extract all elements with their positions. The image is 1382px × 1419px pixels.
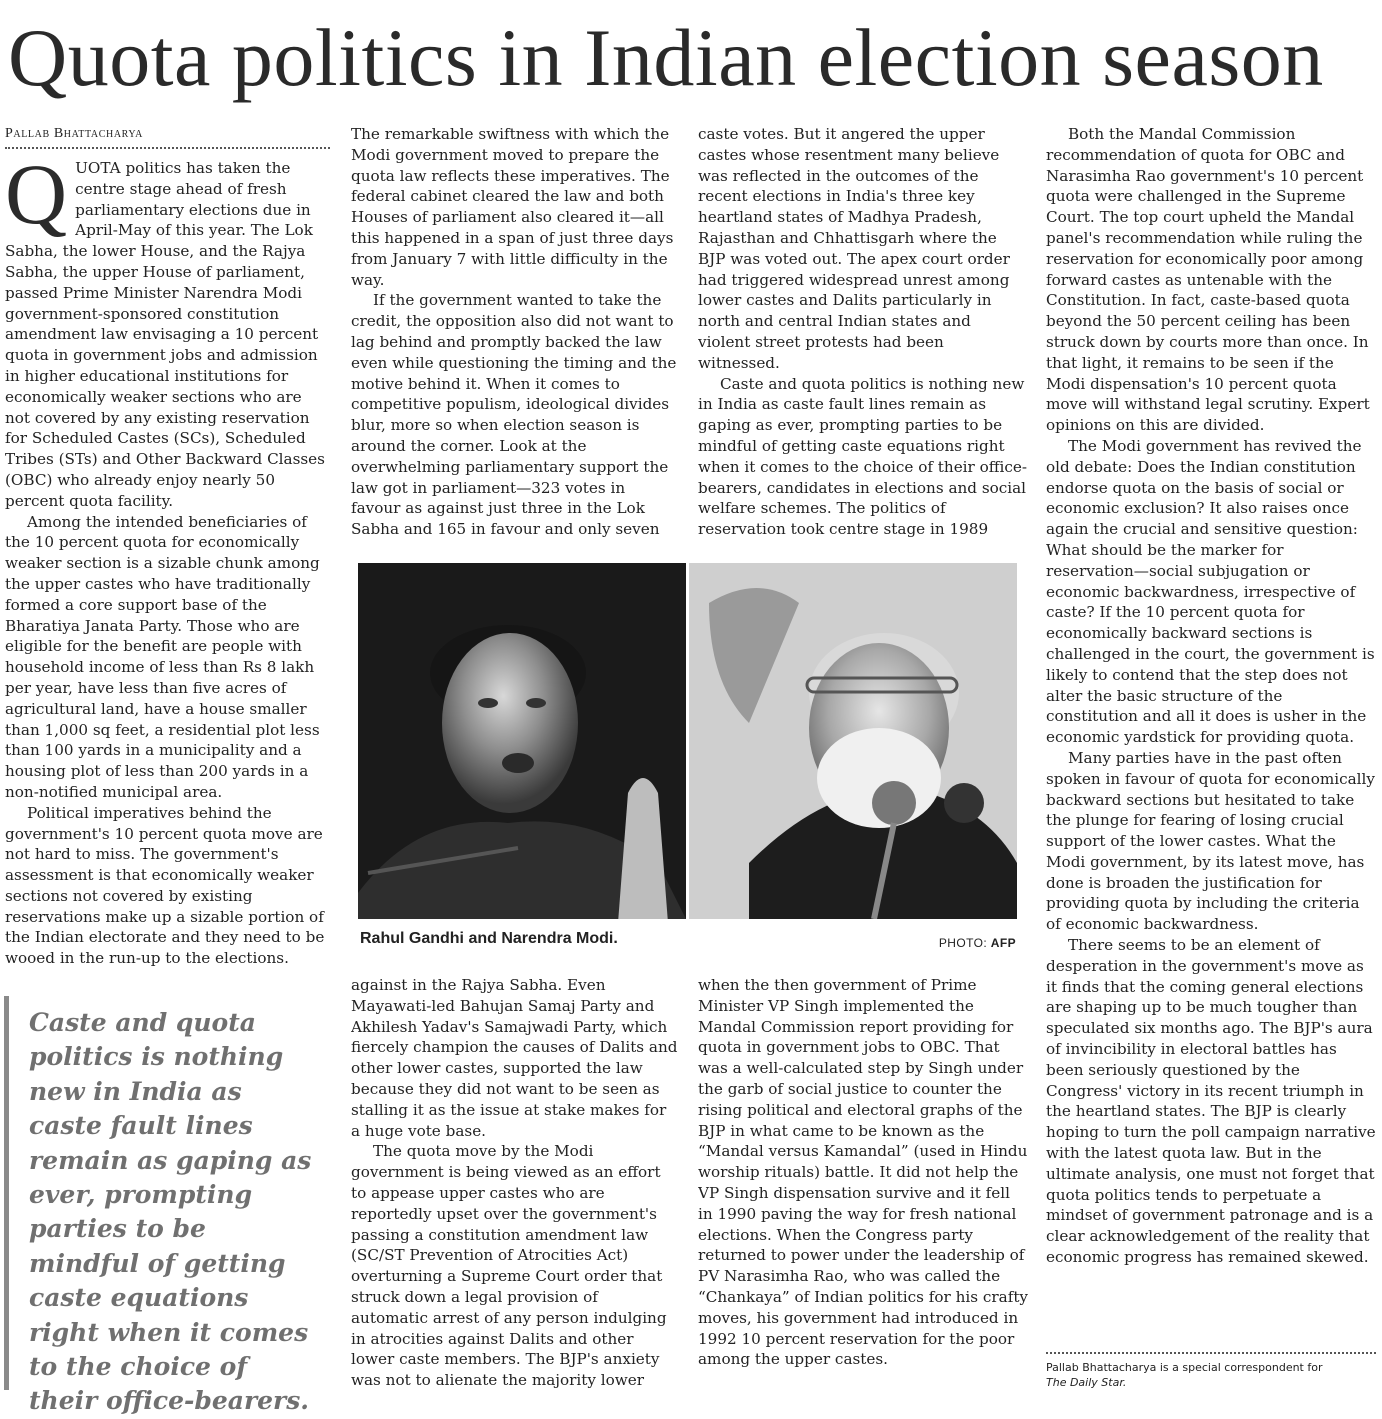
headline: Quota politics in Indian election season [8,12,1324,103]
photo-rahul-gandhi [358,563,686,919]
paragraph-5: If the government wanted to take the credit, the opposition also did not want to lag behind and promptly backed the law even while questioning the timing and the motive behind it. When it comes to competitive populism, ideological divides blur, more so when election season is around the corner. Look at the overwhelming parliamentary support the law got in parliament—323 votes in favour as against just three in the Lok Sabha and 165 in favour and only seven [351,291,677,539]
paragraph-7: Caste and quota politics is nothing new in India as caste fault lines remain as gaping as ever, prompting parties to be mindful of getting caste equations right when it comes to the choice of their office-bearers, candidates in elections and social welfare schemes. The politics of reservation took centre stage in 1989 [698,374,1028,539]
article-column-3-bottom [698,975,1028,1395]
paragraph-14: There seems to be an element of desperation in the government's move as it finds that the coming general elections are shaping up to be much tougher than speculated six months ago. The BJP's aura of invincibility in electoral battles has been seriously questioned by the Congress' victory in its recent triumph in the heartland states. The BJP is clearly hoping to turn the poll campaign narrative with the latest quota law. But in the ultimate analysis, one must not forget that quota politics tends to perpetuate a mindset of government patronage and is a clear acknowledgement of the reality that economic progress has remained skewed. [1046,936,1376,1267]
paragraph-10: when the then government of Prime Minister VP Singh implemented the Mandal Commission report providing for quota in government jobs to OBC. That was a well-calculated step by Singh under the garb of social justice to counter the rising political and electoral graphs of the BJP in what came to be known as the “Mandal versus Kamandal” (used in Hindu worship rituals) battle. It did not help the VP Singh dispensation survive and it fell in 1990 paving the way for fresh national elections. When the Congress party returned to power under the leadership of PV Narasimha Rao, who was called the “Chankaya” of Indian politics for his crafty moves, his government had introduced in 1992 10 percent reservation for the poor among the upper castes. [698,976,1028,1369]
paragraph-1: QUOTA politics has taken the centre stage ahead of fresh parliamentary elections due in April-May of this year. The Lok Sabha, the lower House, and the Rajya Sabha, the upper House of parliament, passed Prime Minister Narendra Modi government-sponsored constitution amendment law envisaging a 10 percent quota in government jobs and admission in higher educational institutions for economically weaker sections who are not covered by any existing reservation for Scheduled Castes (SCs), Scheduled Tribes (STs) and Other Backward Classes (OBC) who already enjoy nearly 50 percent quota facility. [5,158,325,510]
article-column-1 [5,158,331,978]
article-column-4 [1046,124,1376,1346]
author-footnote [1046,1352,1376,1390]
paragraph-6: caste votes. But it angered the upper castes whose resentment many believe was reflected in the outcomes of the recent elections in India's three key heartland states of Madhya Pradesh, Rajasthan and Chhattisgarh where the BJP was voted out. The apex court order had triggered widespread unrest among lower castes and Dalits particularly in north and central Indian states and violent street protests had been witnessed. [698,125,1010,372]
portrait-left-illustration [358,563,686,919]
paragraph-4: The remarkable swiftness with which the Modi government moved to prepare the quota law reflects these imperatives. The federal cabinet cleared the law and both Houses of parliament also cleared it—all this happened in a span of just three days from January 7 with little difficulty in the way. [351,125,674,289]
portrait-right-illustration [689,563,1017,919]
article-column-3-top [698,124,1028,544]
paragraph-8: against in the Rajya Sabha. Even Mayawati-led Bahujan Samaj Party and Akhilesh Yadav's Samajwadi Party, which fiercely champion the causes of Dalits and other lower castes, supported the law because they did not want to be seen as stalling it as the issue at stake makes for a huge vote base. [351,976,678,1140]
byline: Pallab Bhattacharya [5,126,330,149]
footnote-text: Pallab Bhattacharya is a special correspondent for [1046,1361,1323,1374]
photo-caption: Rahul Gandhi and Narendra Modi. [360,930,618,947]
article-column-2-top [351,124,679,544]
drop-cap: Q [5,158,68,242]
paragraph-13: Many parties have in the past often spoken in favour of quota for economically backward sections but hesitated to take the plunge for fearing of losing crucial support of the lower castes. What the Modi government, by its latest move, has done is broaden the justification for providing quota by including the criteria of economic backwardness. [1046,748,1375,934]
pull-quote: Caste and quota politics is nothing new in India as caste fault lines remain as gaping as ever, prompting parties to be mindful of getting caste equations right when it comes to the choice of their office-bearers. [4,996,322,1390]
article-column-2-bottom [351,975,679,1395]
paragraph-2: Among the intended beneficiaries of the 10 percent quota for economically weaker section is a sizable chunk among the upper castes who have traditionally formed a core support base of the Bharatiya Janata Party. Those who are eligible for the benefit are people with household income of less than Rs 8 lakh per year, have less than five acres of agricultural land, have a house smaller than 1,000 sq feet, a residential plot less than 100 yards in a municipality and a housing plot of less than 200 yards in a non-notified municipal area. [5,512,320,801]
paragraph-12: The Modi government has revived the old debate: Does the Indian constitution endorse quota on the basis of social or economic exclusion? It also raises once again the crucial and sensitive question: What should be the marker for reservation—social subjugation or economic backwardness, irrespective of caste? If the 10 percent quota for economically backward sections is challenged in the court, the government is likely to contend that the step does not alter the basic structure of the constitution and all it does is usher in the economic yardstick for providing quota. [1046,436,1375,747]
paragraph-3: Political imperatives behind the government's 10 percent quota move are not hard to miss. The government's assessment is that economically weaker sections not covered by existing reservations make up a sizable portion of the Indian electorate and they need to be wooed in the run-up to the elections. [5,803,325,968]
paragraph-11: Both the Mandal Commission recommendation of quota for OBC and Narasimha Rao government's 10 percent quota were challenged in the Supreme Court. The top court upheld the Mandal panel's recommendation while ruling the reservation for economically poor among forward castes as untenable with the Constitution. In fact, caste-based quota beyond the 50 percent ceiling has been struck down by courts more than once. In that light, it remains to be seen if the Modi dispensation's 10 percent quota move will withstand legal scrutiny. Expert opinions on this are divided. [1046,125,1370,435]
photo-credit: PHOTO: AFP [938,936,1016,950]
paragraph-9: The quota move by the Modi government is being viewed as an effort to appease upper castes who are reportedly upset over the government's passing a constitution amendment law (SC/ST Prevention of Atrocities Act) overturning a Supreme Court order that struck down a legal provision of automatic arrest of any person indulging in atrocities against Dalits and other lower caste members. The BJP's anxiety was not to alienate the majority lower [351,1142,667,1390]
photo-panel [358,563,1017,919]
footnote-publication: The Daily Star. [1046,1376,1127,1389]
photo-narendra-modi [689,563,1017,919]
